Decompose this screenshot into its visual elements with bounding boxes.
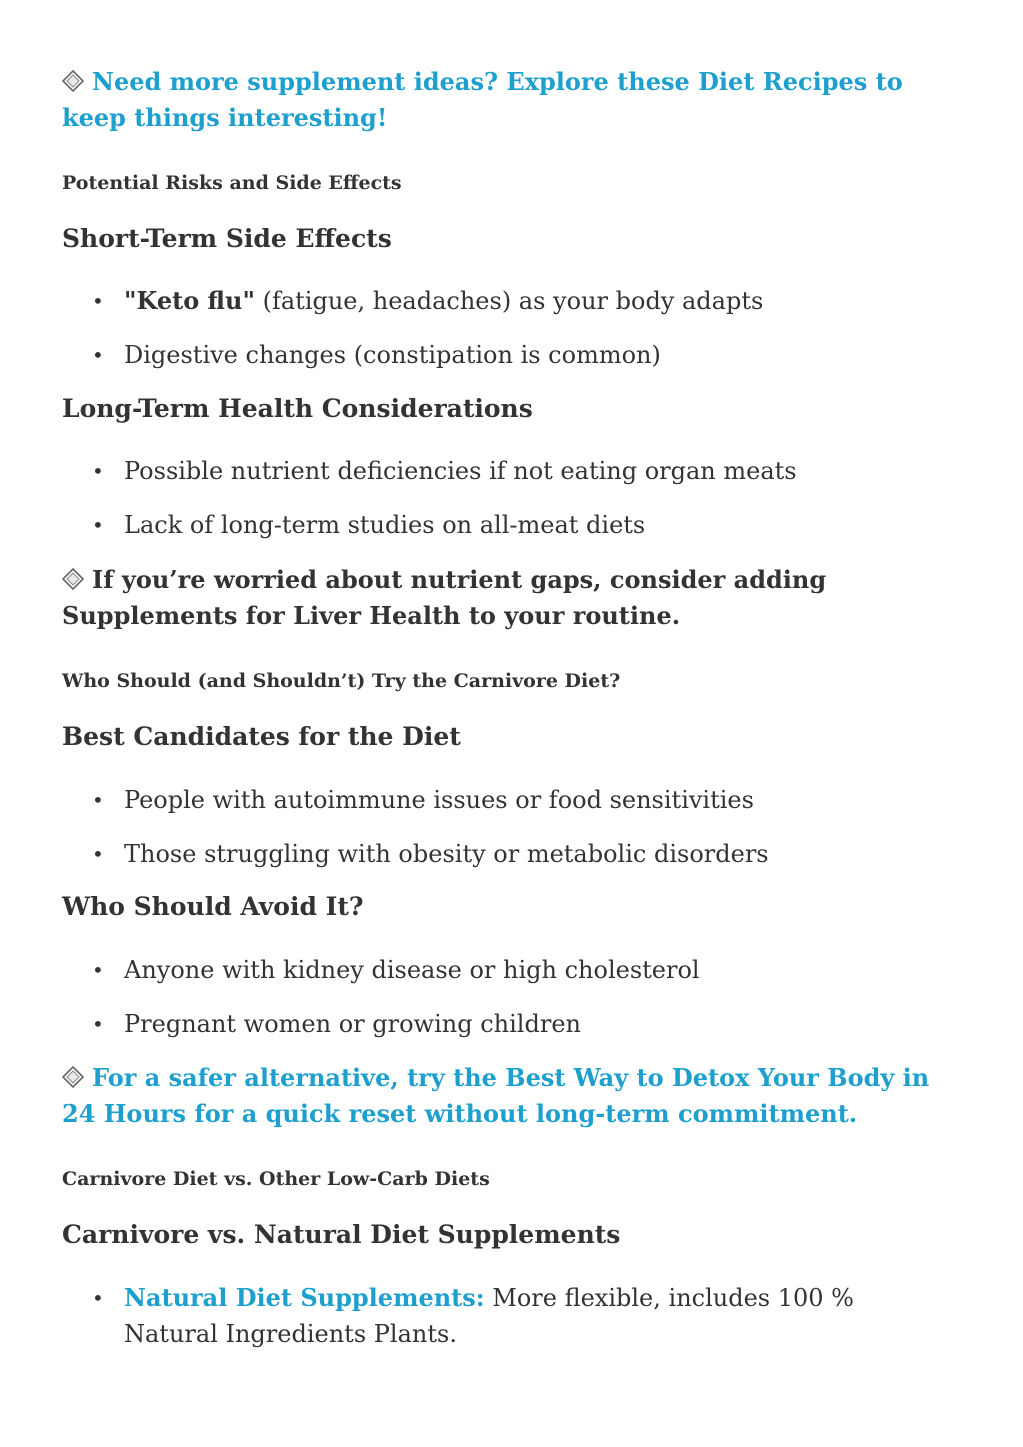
section-heading-who: Who Should (and Shouldn’t) Try the Carnivore Diet? (62, 670, 621, 692)
bullet-icon: • (92, 1286, 104, 1310)
section-heading-compare: Carnivore Diet vs. Other Low-Carb Diets (62, 1168, 490, 1190)
list-item (62, 507, 645, 543)
list-item-text: Those struggling with obesity or metabolic disorders (124, 840, 769, 868)
bullet-icon: • (92, 513, 104, 537)
callout-detox[interactable] (62, 1060, 952, 1132)
list-item-text: Pregnant women or growing children (124, 1010, 581, 1038)
bullet-list (62, 952, 700, 988)
list-item-text: Lack of long-term studies on all-meat diets (124, 511, 646, 539)
bullet-list (62, 1006, 581, 1042)
list-item (62, 1280, 882, 1352)
bold-term: "Keto flu" (124, 286, 255, 315)
bullet-list (62, 507, 645, 543)
callout-text[interactable]: Need more supplement ideas? Explore these Diet Recipes to keep things interesting! (62, 67, 903, 132)
list-item (62, 836, 769, 872)
callout-text[interactable]: If you’re worried about nutrient gaps, consider adding Supplements for Liver Health to your routine. (62, 565, 827, 630)
list-item (62, 952, 700, 988)
list-item-text: Anyone with kidney disease or high cholesterol (124, 956, 700, 984)
subheading-who-should-avoid: Who Should Avoid It? (62, 892, 364, 921)
bullet-icon: • (92, 788, 104, 812)
subheading-short-term: Short-Term Side Effects (62, 224, 392, 253)
list-item (62, 1006, 581, 1042)
bullet-list (62, 453, 797, 489)
bullet-list (62, 1280, 882, 1352)
callout-liver-health[interactable] (62, 562, 952, 634)
callout-text[interactable]: For a safer alternative, try the Best Way to Detox Your Body in 24 Hours for a quick reset without long-term commitment. (62, 1063, 930, 1128)
diamond-icon (62, 1060, 84, 1096)
subheading-long-term: Long-Term Health Considerations (62, 394, 533, 423)
bullet-icon: • (92, 842, 104, 866)
subheading-best-candidates: Best Candidates for the Diet (62, 722, 461, 751)
bullet-icon: • (92, 289, 104, 313)
subheading-carnivore-vs-natural: Carnivore vs. Natural Diet Supplements (62, 1220, 621, 1249)
section-heading-risks: Potential Risks and Side Effects (62, 172, 402, 194)
list-item (62, 337, 661, 373)
list-item (62, 782, 754, 818)
bullet-icon: • (92, 343, 104, 367)
bullet-icon: • (92, 459, 104, 483)
diamond-icon (62, 64, 84, 100)
list-item-text: (fatigue, headaches) as your body adapts (254, 287, 764, 315)
bullet-list (62, 836, 769, 872)
bullet-icon: • (92, 1012, 104, 1036)
bullet-list (62, 782, 754, 818)
list-item-text: Possible nutrient deficiencies if not eating organ meats (124, 457, 797, 485)
bullet-list (62, 337, 661, 373)
list-item (62, 453, 797, 489)
bullet-icon: • (92, 958, 104, 982)
list-item (62, 283, 763, 319)
list-item-text: Digestive changes (constipation is common) (124, 341, 661, 369)
natural-diet-supplements-link[interactable]: Natural Diet Supplements: (124, 1283, 485, 1312)
list-item-text: People with autoimmune issues or food sensitivities (124, 786, 754, 814)
bullet-list (62, 283, 763, 319)
diamond-icon (62, 562, 84, 598)
list-item-text: More flexible, includes 100 % Natural Ingredients Plants. (124, 1284, 854, 1348)
callout-diet-recipes[interactable] (62, 64, 952, 136)
